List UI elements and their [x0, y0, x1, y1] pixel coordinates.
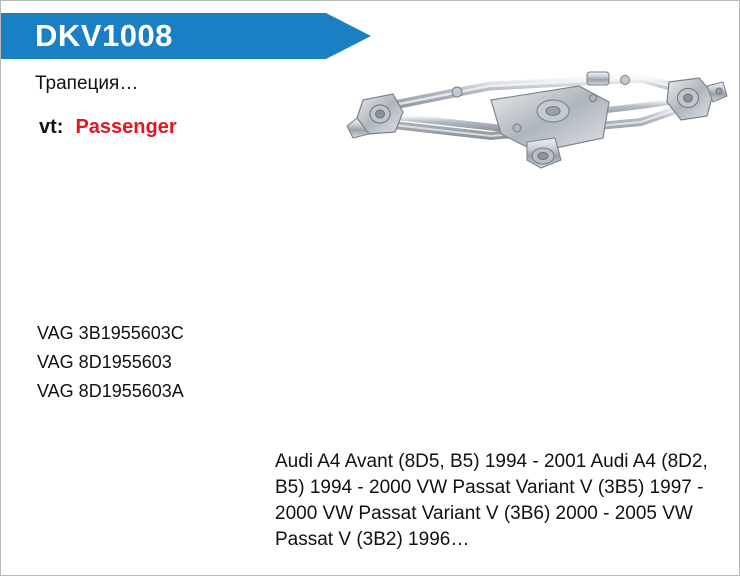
header-banner [1, 13, 371, 59]
vehicle-type-value: Passenger [75, 116, 177, 138]
oem-code-list [37, 319, 184, 406]
oem-code-item: VAG 3B1955603C [37, 323, 184, 343]
wiper-linkage-icon [341, 56, 731, 181]
oem-code-item: VAG 8D1955603A [37, 381, 184, 401]
product-subtitle: Трапеция… [35, 73, 139, 94]
oem-code-item: VAG 8D1955603 [37, 352, 172, 372]
product-photo [341, 56, 731, 181]
vehicle-type-label: vt: [39, 116, 64, 138]
vehicle-applications: Audi A4 Avant (8D5, B5) 1994 - 2001 Audi A4 (8D2, B5) 1994 - 2000 VW Passat Variant V (3B5) 1997 - 2000 VW Passat Variant V (3B6) 2000 - 2005 VW Passat V (3B2) 1996… [275, 451, 708, 550]
product-code: DKV1008 [35, 18, 173, 53]
vehicle-type-row [39, 116, 177, 139]
